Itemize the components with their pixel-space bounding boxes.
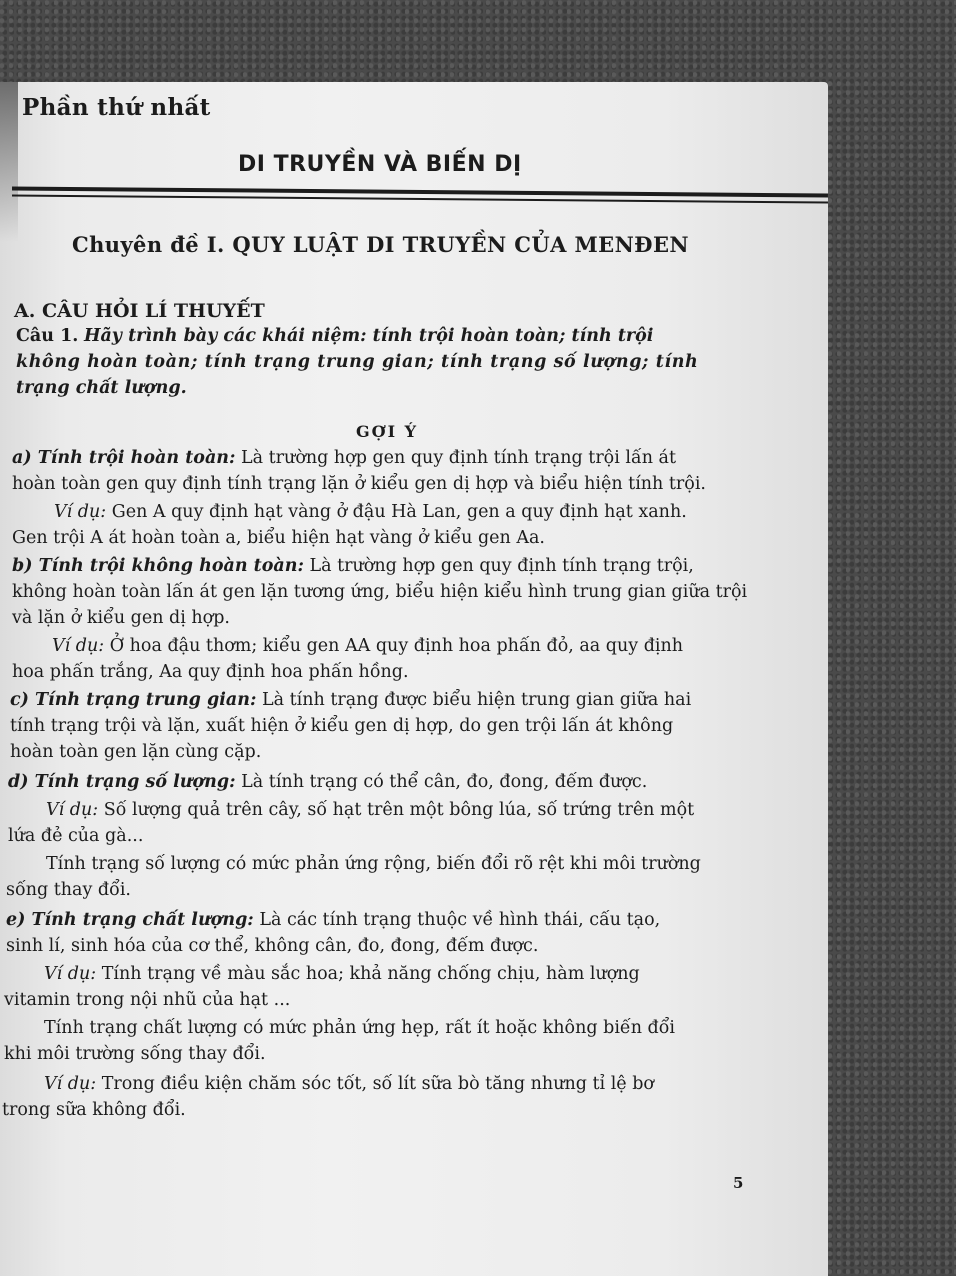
item-b-line-2: không hoàn toàn lấn át gen lặn tương ứng, biểu hiện kiểu hình trung gian giữa trội: [12, 582, 748, 602]
item-c-text: Là tính trạng được biểu hiện trung gian giữa hai: [256, 690, 692, 710]
example-label: Ví dụ:: [44, 1074, 97, 1094]
item-c-line-2: tính trạng trội và lặn, xuất hiện ở kiểu gen dị hợp, do gen trội lấn át không: [10, 716, 674, 736]
item-c-term: c) Tính trạng trung gian:: [10, 690, 257, 710]
item-b-example-text: Ở hoa đậu thơm; kiểu gen AA quy định hoa phấn đỏ, aa quy định: [104, 636, 684, 656]
question-line-2: không hoàn toàn; tính trạng trung gian; tính trạng số lượng; tính: [16, 352, 699, 372]
item-e-note-1: Tính trạng chất lượng có mức phản ứng hẹp, rất ít hoặc không biến đổi: [44, 1018, 676, 1038]
question-text: Hãy trình bày các khái niệm: tính trội hoàn toàn; tính trội: [83, 326, 654, 346]
item-a-example-2: Gen trội A át hoàn toàn a, biểu hiện hạt vàng ở kiểu gen Aa.: [12, 528, 545, 548]
item-e-term: e) Tính trạng chất lượng:: [6, 910, 254, 930]
item-d-example-text: Số lượng quả trên cây, số hạt trên một bông lúa, số trứng trên một: [98, 800, 695, 820]
item-d-term: d) Tính trạng số lượng:: [8, 772, 236, 792]
item-b-text: Là trường hợp gen quy định tính trạng trội,: [303, 556, 694, 576]
item-a-example-text: Gen A quy định hạt vàng ở đậu Hà Lan, gen a quy định hạt xanh.: [106, 502, 687, 522]
main-title: DI TRUYỀN VÀ BIẾN DỊ: [238, 152, 522, 177]
item-a-line-2: hoàn toàn gen quy định tính trạng lặn ở kiểu gen dị hợp và biểu hiện tính trội.: [12, 474, 706, 494]
example-label: Ví dụ:: [44, 964, 97, 984]
item-e-example-3b: trong sữa không đổi.: [2, 1100, 186, 1120]
item-e-text: Là các tính trạng thuộc về hình thái, cấu tạo,: [253, 910, 661, 930]
item-a-text: Là trường hợp gen quy định tính trạng trội lấn át: [235, 448, 676, 468]
item-d-note-2: sống thay đổi.: [6, 880, 131, 900]
example-label: Ví dụ:: [52, 636, 105, 656]
item-e-example-3: [44, 1074, 654, 1094]
item-e-line-2: sinh lí, sinh hóa của cơ thể, không cân, đo, đong, đếm được.: [6, 936, 539, 956]
item-d-text: Là tính trạng có thể cân, đo, đong, đếm được.: [235, 772, 648, 792]
item-d-example-2: lứa đẻ của gà...: [8, 826, 144, 846]
item-e-example-1: [44, 964, 640, 984]
topic-title: Chuyên đề I. QUY LUẬT DI TRUYỀN CỦA MENĐEN: [72, 232, 689, 257]
item-b-line-1: [12, 556, 694, 576]
question-label: Câu 1.: [16, 326, 79, 346]
page-number: 5: [733, 1174, 744, 1192]
item-a-line-1: [12, 448, 676, 468]
question-line-1: [16, 326, 653, 346]
item-b-term: b) Tính trội không hoàn toàn:: [12, 556, 304, 576]
item-c-line-1: [10, 690, 691, 710]
item-a-term: a) Tính trội hoàn toàn:: [12, 448, 236, 468]
question-line-3: trạng chất lượng.: [16, 378, 187, 398]
item-e-example-3-text: Trong điều kiện chăm sóc tốt, số lít sữa bò tăng nhưng tỉ lệ bơ: [96, 1074, 654, 1094]
item-b-example-1: [52, 636, 683, 656]
example-label: Ví dụ:: [54, 502, 107, 522]
item-d-example-1: [46, 800, 694, 820]
item-a-example-1: [54, 502, 687, 522]
section-title: A. CÂU HỎI LÍ THUYẾT: [14, 300, 265, 322]
item-d-note-1: Tính trạng số lượng có mức phản ứng rộng, biến đổi rõ rệt khi môi trường: [46, 854, 701, 874]
item-c-line-3: hoàn toàn gen lặn cùng cặp.: [10, 742, 262, 762]
item-e-line-1: [6, 910, 660, 930]
item-b-line-3: và lặn ở kiểu gen dị hợp.: [12, 608, 230, 628]
item-b-example-2: hoa phấn trắng, Aa quy định hoa phấn hồng.: [12, 662, 409, 682]
item-e-example-2: vitamin trong nội nhũ của hạt ...: [4, 990, 291, 1010]
item-e-note-2: khi môi trường sống thay đổi.: [4, 1044, 266, 1064]
item-d-line-1: [8, 772, 647, 792]
part-title: Phần thứ nhất: [22, 94, 211, 121]
example-label: Ví dụ:: [46, 800, 99, 820]
hint-heading: GỢI Ý: [356, 422, 419, 441]
item-e-example-text: Tính trạng về màu sắc hoa; khả năng chống chịu, hàm lượng: [96, 964, 640, 984]
